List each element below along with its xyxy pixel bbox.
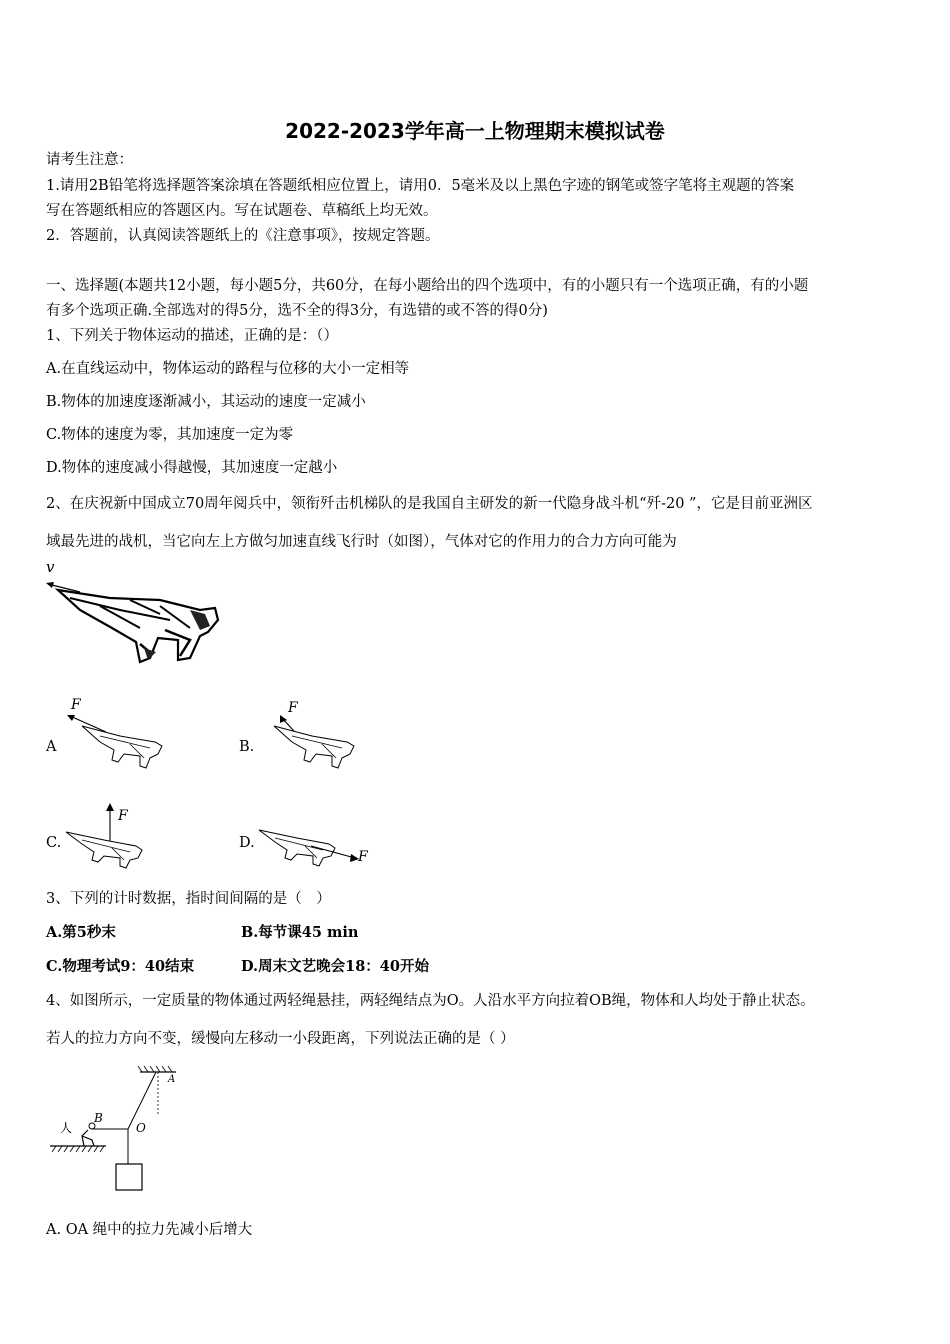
page-title: 2022-2023学年高一上物理期末模拟试卷 (285, 119, 665, 143)
q1-stem: 1、下列关于物体运动的描述，正确的是：（） (46, 328, 338, 344)
q1-option-c: C.物体的速度为零，其加速度一定为零 (46, 427, 294, 443)
option-b-figure (260, 712, 370, 772)
ceiling (138, 1066, 176, 1072)
jet-small-b (274, 726, 354, 768)
q1-option-a: A.在直线运动中，物体运动的路程与位移的大小一定相等 (46, 361, 410, 377)
notice-item-2: 2．答题前，认真阅读答题纸上的《注意事项》，按规定答题。 (46, 228, 440, 244)
q4-stem-cont: 若人的拉力方向不变，缓慢向左移动一小段距离，下列说法正确的是（ ） (46, 1031, 515, 1047)
q2-stem: 2、在庆祝新中国成立70周年阅兵中，领衔歼击机梯队的是我国自主研发的新一代隐身战斗机“歼-20 ”，它是目前亚洲区 (46, 496, 813, 512)
section-heading: 一、选择题(本题共12小题，每小题5分，共60分，在每小题给出的四个选项中，有的小题只有一个选项正确，有的小题 (46, 278, 809, 294)
q1-option-d: D.物体的速度减小得越慢，其加速度一定越小 (46, 460, 338, 476)
point-a-label: A (168, 1074, 176, 1085)
velocity-label: v (46, 558, 55, 576)
force-label-c: F (118, 808, 128, 824)
q2-stem-cont: 域最先进的战机，当它向左上方做匀加速直线飞行时（如图），气体对它的作用力的合力方向可能为 (46, 534, 677, 550)
jet-small-a (82, 726, 162, 768)
q3-stem: 3、下列的计时数据，指时间间隔的是（ ） (46, 891, 331, 907)
jet-fighter-image (58, 590, 218, 662)
notice-heading: 请考生注意： (46, 152, 133, 168)
hanging-mass (116, 1164, 142, 1190)
q2-option-c-label: C. (46, 835, 62, 851)
option-a-figure (60, 712, 170, 772)
point-o-label: O (136, 1121, 146, 1135)
q4-stem: 4、如图所示，一定质量的物体通过两轻绳悬挂，两轻绳结点为O。人沿水平方向拉着OB绳，物体和人均处于静止状态。 (46, 993, 815, 1009)
force-arrow-c (106, 803, 114, 846)
notice-item-1-cont: 写在答题纸相应的答题区内。写在试题卷、草稿纸上均无效。 (46, 203, 438, 219)
force-label-d: F (358, 849, 368, 865)
q4-option-a: A. OA 绳中的拉力先减小后增大 (46, 1222, 253, 1238)
q2-option-b-label: B. (239, 739, 255, 755)
force-label-a: F (71, 697, 81, 713)
jet-small-c (66, 832, 142, 868)
option-c-figure (60, 800, 170, 870)
jet-figure (40, 570, 230, 670)
q3-option-a: A.第5秒末 (46, 924, 116, 941)
section-heading-cont: 有多个选项正确.全部选对的得5分，选不全的得3分，有选错的或不答的得0分) (46, 303, 548, 319)
person-figure (82, 1123, 95, 1146)
ground (50, 1146, 106, 1152)
person-label: 人 (60, 1121, 73, 1135)
q3-option-b: B.每节课45 min (241, 924, 359, 941)
jet-small-d (259, 830, 335, 866)
point-b-label: B (94, 1111, 103, 1125)
q3-option-c: C.物理考试9：40结束 (46, 958, 195, 975)
option-d-figure (255, 822, 370, 872)
force-label-b: F (288, 700, 298, 716)
q1-option-b: B.物体的加速度逐渐减小，其运动的速度一定减小 (46, 394, 366, 410)
q3-option-d: D.周末文艺晚会18：40开始 (241, 958, 429, 975)
q2-option-a-label: A (46, 739, 57, 755)
notice-item-1: 1.请用2B铅笔将选择题答案涂填在答题纸相应位置上，请用0．5毫米及以上黑色字迹的钢笔或签字笔将主观题的答案 (46, 178, 795, 194)
q2-option-d-label: D. (239, 835, 255, 851)
